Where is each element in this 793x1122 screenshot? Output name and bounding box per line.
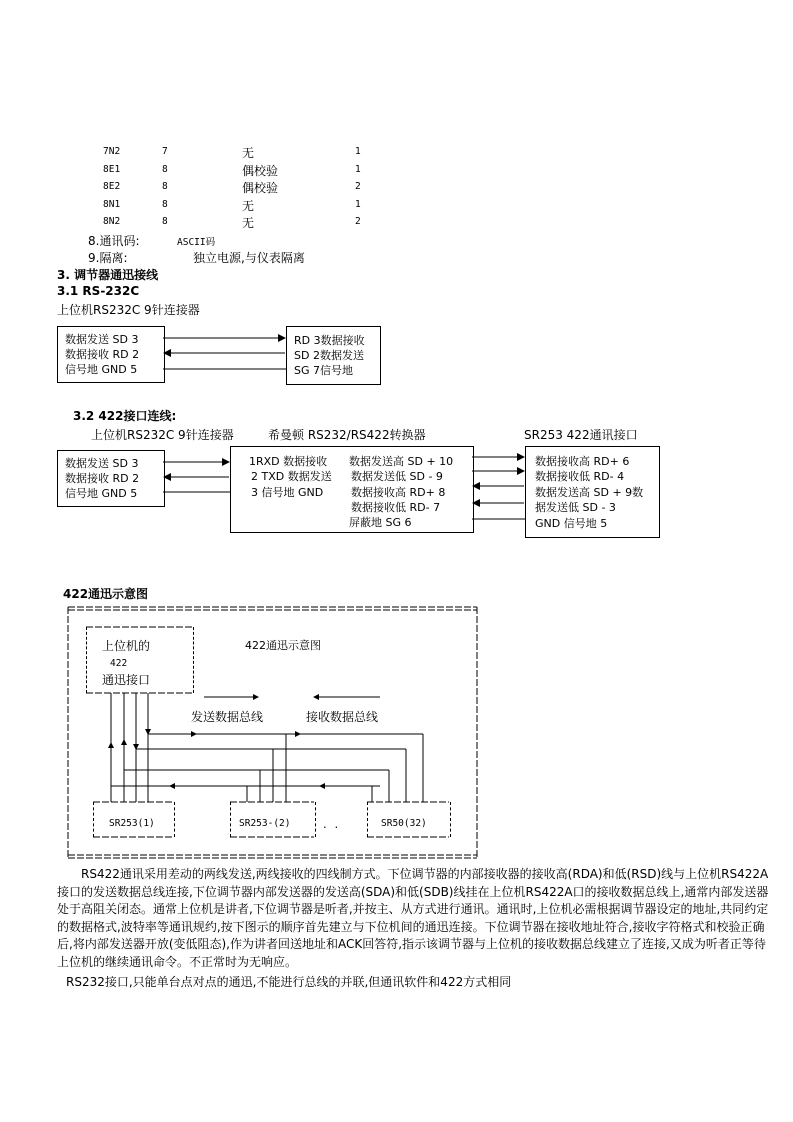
section-3-2-heading: 3.2 422接口连线: (73, 409, 177, 423)
pin-label: 2 TXD 数据发送 (251, 470, 332, 483)
body-paragraph-422: RS422通讯采用差动的两线发送,两线接收的四线制方式。下位调节器的内部接收器的接收高(RDA)和低(RSD)线与上位机RS422A接口的发送数据总线连接,下位调节器内部发送器的发送高(SDA)和低(SDB)线挂在上位机RS422A口的接收数据总线上,通常内部发送器处于高阻关闭态。通常上位机是讲者,下位调节器是听者,并按主、从方式进行通讯。通讯时,上位机必需根据调节器设定的地址,共同约定的数据格式,波特率等通讯规约,按下图示的顺序首先建立与下位机间的通迅连接。下位调节器在接收地址符合,接收字符格式和校验正确后,将内部发送器开放(变低阻态),作为讲者回送地址和ACK回答符,指示该调节器与上位机的接收数据总线建立了连接,又成为听者正等待上位机的继续通讯命令。不正常时为无响应。 (57, 867, 769, 969)
host-label-line1: 上位机的 (102, 639, 151, 653)
pin-label: 数据接收高 RD+ 8 (351, 486, 446, 499)
pin-label: 数据发送 SD 3 (65, 333, 139, 346)
table-cell-parity: 无 (242, 216, 255, 230)
table-cell-bits: 8 (162, 199, 168, 210)
pin-label: 3 信号地 GND (251, 486, 324, 499)
device-ellipsis: . . (322, 820, 340, 831)
pin-label: 数据发送高 SD + 9数 (535, 486, 644, 499)
diagram-heading: 422通迅示意图 (63, 587, 149, 601)
table-cell-bits: 8 (162, 181, 168, 192)
table-cell-code: 8E2 (103, 181, 121, 192)
table-cell-bits: 8 (162, 164, 168, 175)
pin-label: 数据接收 RD 2 (65, 472, 140, 485)
table-cell-parity: 无 (242, 146, 255, 160)
device-label-1: SR253(1) (109, 818, 155, 829)
device-label-3: SR50(32) (381, 818, 427, 829)
table-cell-parity: 偶校验 (242, 181, 279, 195)
pin-label: SD 2数据发送 (294, 349, 364, 362)
host-label-line2: 422 (110, 658, 128, 669)
section-3-heading: 3. 调节器通迅接线 (57, 268, 159, 282)
item9-label: 9.隔离: (88, 251, 128, 265)
table-cell-stop: 1 (355, 199, 361, 210)
pin-label: 屏蔽地 SG 6 (349, 516, 412, 529)
pin-label: 数据发送高 SD + 10 (349, 455, 454, 468)
pin-label: 据发送低 SD - 3 (535, 501, 616, 514)
pin-label: 信号地 GND 5 (65, 363, 138, 376)
label-sr253: SR253 422通讯接口 (524, 428, 638, 442)
pin-label: 数据发送 SD 3 (65, 457, 139, 470)
section-3-1-heading: 3.1 RS-232C (57, 284, 140, 298)
table-cell-stop: 2 (355, 216, 361, 227)
table-cell-bits: 7 (162, 146, 168, 157)
pin-label: 数据接收高 RD+ 6 (535, 455, 630, 468)
pin-label: SG 7信号地 (294, 364, 354, 377)
item9-value: 独立电源,与仪表隔离 (193, 251, 305, 265)
body-paragraph-232: RS232接口,只能单台点对点的通迅,不能进行总线的并联,但通讯软件和422方式相同 (66, 975, 512, 989)
table-cell-code: 7N2 (103, 146, 121, 157)
pin-label: GND 信号地 5 (535, 517, 608, 530)
table-cell-stop: 1 (355, 146, 361, 157)
table-cell-code: 8N2 (103, 216, 121, 227)
host-label-line3: 通迅接口 (102, 673, 151, 687)
table-cell-bits: 8 (162, 216, 168, 227)
section-3-1-subtitle: 上位机RS232C 9针连接器 (57, 303, 200, 317)
pin-label: RD 3数据接收 (294, 334, 365, 347)
table-cell-code: 8E1 (103, 164, 121, 175)
table-cell-stop: 2 (355, 181, 361, 192)
pin-label: 1RXD 数据接收 (249, 455, 328, 468)
diagram-title: 422通迅示意图 (245, 639, 321, 652)
pin-label: 信号地 GND 5 (65, 487, 138, 500)
item8-label: 8.通讯码: (88, 234, 140, 248)
recv-bus-label: 接收数据总线 (306, 710, 379, 724)
pin-label: 数据接收 RD 2 (65, 348, 140, 361)
table-cell-parity: 偶校验 (242, 164, 279, 178)
table-cell-parity: 无 (242, 199, 255, 213)
table-cell-stop: 1 (355, 164, 361, 175)
label-pc-connector: 上位机RS232C 9针连接器 (91, 428, 234, 442)
table-cell-code: 8N1 (103, 199, 121, 210)
pin-label: 数据发送低 SD - 9 (351, 470, 443, 483)
item8-value: ASCII码 (177, 237, 216, 248)
label-converter: 希曼顿 RS232/RS422转换器 (268, 428, 426, 442)
send-bus-label: 发送数据总线 (191, 710, 264, 724)
pin-label: 数据接收低 RD- 7 (351, 501, 441, 514)
pin-label: 数据接收低 RD- 4 (535, 470, 625, 483)
device-label-2: SR253-(2) (239, 818, 291, 829)
